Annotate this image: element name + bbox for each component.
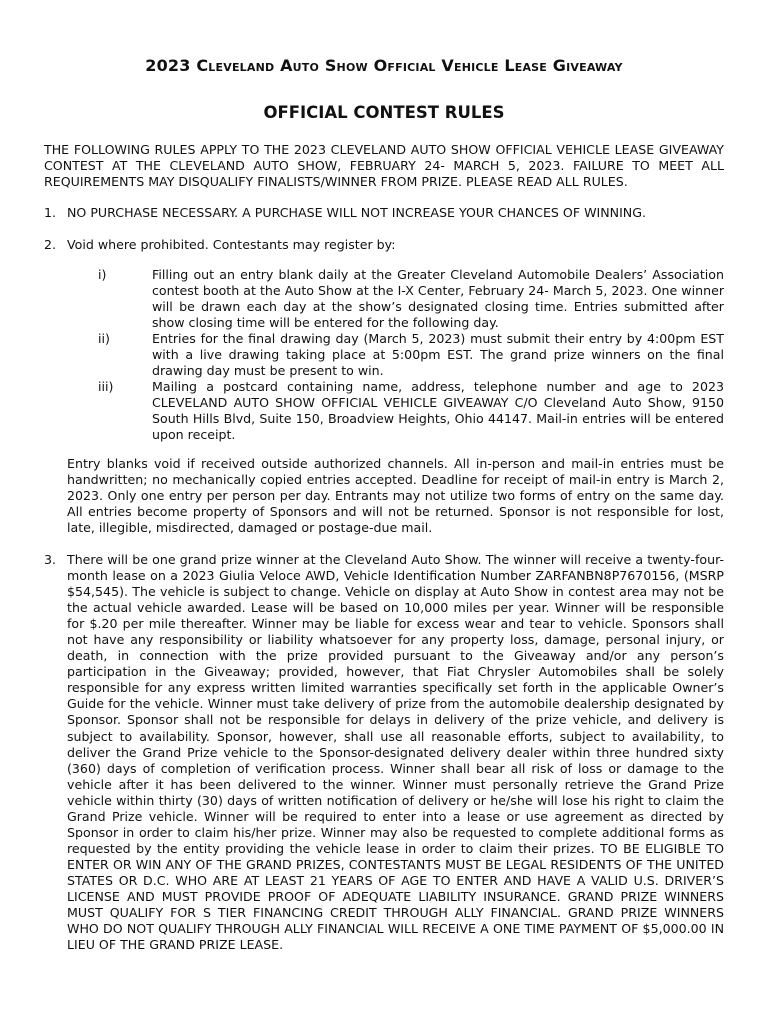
list-item xyxy=(67,331,724,379)
rule-body xyxy=(67,552,724,953)
document-title: 2023 Cleveland Auto Show Official Vehicle Lease Giveaway xyxy=(145,56,623,75)
rule-text: There will be one grand prize winner at the Cleveland Auto Show. The winner will receive a twenty-four-month lease on a 2023 Giulia Veloce AWD, Vehicle Identification Number ZARFANBN8P7670156, (MSRP $54,545). The vehicle is subject to change. Vehicle on display at Auto Show in contest area may not be the actual vehicle awarded. Lease will be based on 10,000 miles per year. Winner will be responsible for $.20 per mile thereafter. Winner may be liable for excess wear and tear to vehicle. Sponsors shall not have any responsibility or liability whatsoever for any property loss, damage, personal injury, or death, in connection with the prize provided pursuant to the Giveaway and/or any person’s participation in the Giveaway; provided, however, that Fiat Chrysler Automobiles shall be solely responsible for any express written limited warranties specifically set forth in the applicable Owner’s Guide for the vehicle. Winner must take delivery of prize from the automobile dealership designated by Sponsor. Sponsor shall not be responsible for delays in delivery of the prize vehicle, and delivery is subject to availability. Sponsor, however, shall use all reasonable efforts, subject to availability, to deliver the Grand Prize vehicle to the Sponsor-designated delivery dealer within three hundred sixty (360) days of completion of verification process. Winner shall bear all risk of loss or damage to the vehicle after it has been delivered to the winner. Winner must personally retrieve the Grand Prize vehicle within thirty (30) days of written notification of delivery or he/she will lose his right to claim the Grand Prize vehicle. Winner will be required to enter into a lease or use agreement as directed by Sponsor in order to claim his/her prize. Winner may also be requested to complete additional forms as requested by the entity providing the vehicle lease in order to claim their prizes. TO BE ELIGIBLE TO ENTER OR WIN ANY OF THE GRAND PRIZES, CONTESTANTS MUST BE LEGAL RESIDENTS OF THE UNITED STATES OR D.C. WHO ARE AT LEAST 21 YEARS OF AGE TO ENTER AND HAVE A VALID U.S. DRIVER’S LICENSE AND MUST PROVIDE PROOF OF ADEQUATE LIABILITY INSURANCE. GRAND PRIZE WINNERS MUST QUALIFY FOR S TIER FINANCING CREDIT THROUGH ALLY FINANCIAL. GRAND PRIZE WINNERS WHO DO NOT QUALIFY THROUGH ALLY FINANCIAL WILL RECEIVE A ONE TIME PAYMENT OF $5,000.00 IN LIEU OF THE GRAND PRIZE LEASE. xyxy=(67,552,724,953)
document-subtitle: OFFICIAL CONTEST RULES xyxy=(263,103,505,122)
rule-text: Void where prohibited. Contestants may register by: xyxy=(67,237,396,252)
entry-note-paragraph: Entry blanks void if received outside authorized channels. All in-person and mail-in entries must be handwritten; no mechanically copied entries accepted. Deadline for receipt of mail-in entry is March 2, 2023. Only one entry per person per day. Entrants may not utilize two forms of entry on the same day. All entries become property of Sponsors and will not be returned. Sponsor is not responsible for lost, late, illegible, misdirected, damaged or postage-due mail. xyxy=(67,456,724,535)
list-item-number: ii) xyxy=(98,331,110,346)
list-item-number: i) xyxy=(98,267,107,282)
list-item xyxy=(67,267,724,331)
rule-number: 2. xyxy=(44,237,57,252)
rule-number: 1. xyxy=(44,205,57,220)
rule-2 xyxy=(44,237,724,536)
list-item-number: iii) xyxy=(98,379,114,394)
rule-body xyxy=(67,237,724,536)
rule-3 xyxy=(44,552,724,953)
list-item xyxy=(67,379,724,443)
registration-methods-list xyxy=(67,267,724,443)
list-item-text: Mailing a postcard containing name, address, telephone number and age to 2023 CLEVELAND AUTO SHOW OFFICIAL VEHICLE GIVEAWAY C/O Cleveland Auto Show, 9150 South Hills Blvd, Suite 150, Broadview Heights, Ohio 44147. Mail-in entries will be entered upon receipt. xyxy=(152,379,724,442)
list-item-text: Filling out an entry blank daily at the Greater Cleveland Automobile Dealers’ Association contest booth at the Auto Show at the I-X Center, February 24- March 5, 2023. One winner will be drawn each day at the show’s designated closing time. Entries submitted after show closing time will be entered for the following day. xyxy=(152,267,724,330)
rule-1 xyxy=(44,205,724,221)
rule-number: 3. xyxy=(44,552,57,567)
rule-body xyxy=(67,205,724,221)
list-item-text: Entries for the final drawing day (March 5, 2023) must submit their entry by 4:00pm EST with a live drawing taking place at 5:00pm EST. The grand prize winners on the final drawing day must be present to win. xyxy=(152,331,724,378)
intro-paragraph: THE FOLLOWING RULES APPLY TO THE 2023 CLEVELAND AUTO SHOW OFFICIAL VEHICLE LEASE GIVEAWAY CONTEST AT THE CLEVELAND AUTO SHOW, FEBRUARY 24- MARCH 5, 2023. FAILURE TO MEET ALL REQUIREMENTS MAY DISQUALIFY FINALISTS/WINNER FROM PRIZE. PLEASE READ ALL RULES. xyxy=(44,142,724,189)
rule-text: NO PURCHASE NECESSARY. A PURCHASE WILL NOT INCREASE YOUR CHANCES OF WINNING. xyxy=(67,205,646,220)
